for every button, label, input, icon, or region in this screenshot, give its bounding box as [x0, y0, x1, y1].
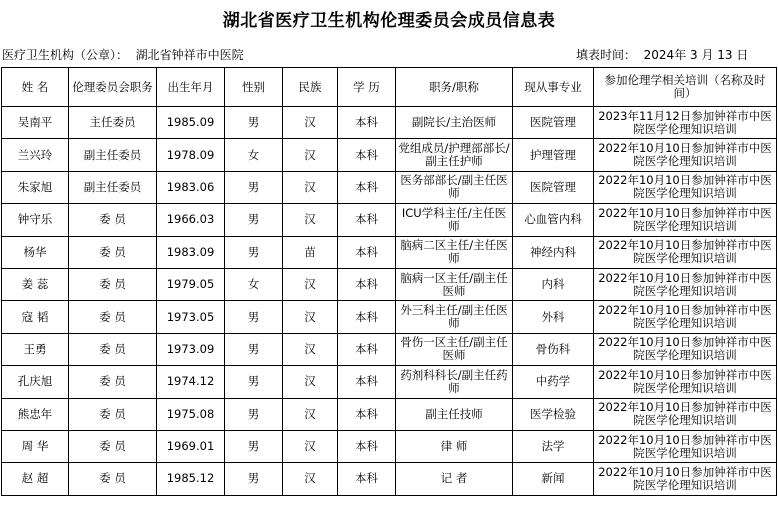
committee-role-cell: 副主任委员	[69, 171, 157, 203]
header-duty-title: 职务/职称	[396, 68, 513, 107]
ethnicity-cell: 汉	[283, 398, 338, 430]
education-cell: 本科	[338, 301, 396, 333]
duty-title-cell: 脑病一区主任/副主任医师	[396, 268, 513, 300]
committee-role-cell: 副主任委员	[69, 139, 157, 171]
duty-title-cell: 骨伤一区主任/副主任医师	[396, 333, 513, 365]
ethnicity-cell: 汉	[283, 430, 338, 462]
table-row	[2, 171, 777, 203]
gender-cell: 男	[225, 204, 283, 236]
header-name: 姓 名	[2, 68, 69, 107]
duty-title-cell: 外三科主任/副主任医师	[396, 301, 513, 333]
member-name-cell: 孔庆旭	[2, 366, 69, 398]
member-name-cell: 吴南平	[2, 107, 69, 139]
member-name-cell: 钟守乐	[2, 204, 69, 236]
committee-role-cell: 委 员	[69, 398, 157, 430]
member-name-cell: 寇 韬	[2, 301, 69, 333]
committee-role-cell: 委 员	[69, 268, 157, 300]
specialty-cell: 神经内科	[513, 236, 594, 268]
gender-cell: 男	[225, 171, 283, 203]
committee-role-cell: 主任委员	[69, 107, 157, 139]
gender-cell: 男	[225, 366, 283, 398]
committee-role-cell: 委 员	[69, 204, 157, 236]
duty-title-cell: 副院长/主治医师	[396, 107, 513, 139]
committee-role-cell: 委 员	[69, 463, 157, 495]
training-cell: 2022年10月10日参加钟祥市中医院医学伦理知识培训	[594, 139, 777, 171]
duty-title-cell: 律 师	[396, 430, 513, 462]
gender-cell: 男	[225, 107, 283, 139]
institution-line	[2, 46, 244, 63]
birth-date-cell: 1985.09	[157, 107, 225, 139]
education-cell: 本科	[338, 236, 396, 268]
gender-cell: 男	[225, 430, 283, 462]
table-row	[2, 430, 777, 462]
committee-role-cell: 委 员	[69, 236, 157, 268]
education-cell: 本科	[338, 398, 396, 430]
member-table	[1, 67, 777, 496]
specialty-cell: 新闻	[513, 463, 594, 495]
date-line	[576, 46, 748, 63]
committee-role-cell: 委 员	[69, 366, 157, 398]
specialty-cell: 医院管理	[513, 107, 594, 139]
specialty-cell: 内科	[513, 268, 594, 300]
ethnicity-cell: 汉	[283, 139, 338, 171]
education-cell: 本科	[338, 268, 396, 300]
specialty-cell: 护理管理	[513, 139, 594, 171]
duty-title-cell: 党组成员/护理部部长/副主任护师	[396, 139, 513, 171]
table-row	[2, 204, 777, 236]
header-gender: 性别	[225, 68, 283, 107]
education-cell: 本科	[338, 107, 396, 139]
table-row	[2, 398, 777, 430]
ethnicity-cell: 汉	[283, 107, 338, 139]
education-cell: 本科	[338, 366, 396, 398]
birth-date-cell: 1985.12	[157, 463, 225, 495]
header-education: 学 历	[338, 68, 396, 107]
ethnicity-cell: 汉	[283, 268, 338, 300]
specialty-cell: 心血管内科	[513, 204, 594, 236]
table-row	[2, 268, 777, 300]
education-cell: 本科	[338, 430, 396, 462]
header-committee-role: 伦理委员会职务	[69, 68, 157, 107]
table-row	[2, 301, 777, 333]
duty-title-cell: 医务部部长/副主任医师	[396, 171, 513, 203]
specialty-cell: 医学检验	[513, 398, 594, 430]
training-cell: 2022年10月10日参加钟祥市中医院医学伦理知识培训	[594, 333, 777, 365]
member-name-cell: 王勇	[2, 333, 69, 365]
member-name-cell: 周 华	[2, 430, 69, 462]
gender-cell: 男	[225, 301, 283, 333]
training-cell: 2022年10月10日参加钟祥市中医院医学伦理知识培训	[594, 236, 777, 268]
specialty-cell: 中药学	[513, 366, 594, 398]
birth-date-cell: 1983.06	[157, 171, 225, 203]
date-value: 2024年 3 月 13 日	[643, 48, 749, 62]
specialty-cell: 法学	[513, 430, 594, 462]
table-row	[2, 333, 777, 365]
duty-title-cell: ICU学科主任/主任医师	[396, 204, 513, 236]
birth-date-cell: 1966.03	[157, 204, 225, 236]
education-cell: 本科	[338, 333, 396, 365]
training-cell: 2022年10月10日参加钟祥市中医院医学伦理知识培训	[594, 268, 777, 300]
institution-label: 医疗卫生机构（公章）：	[2, 48, 129, 62]
table-row	[2, 107, 777, 139]
birth-date-cell: 1969.01	[157, 430, 225, 462]
duty-title-cell: 脑病二区主任/主任医师	[396, 236, 513, 268]
specialty-cell: 外科	[513, 301, 594, 333]
birth-date-cell: 1978.09	[157, 139, 225, 171]
ethnicity-cell: 苗	[283, 236, 338, 268]
birth-date-cell: 1975.08	[157, 398, 225, 430]
ethnicity-cell: 汉	[283, 366, 338, 398]
education-cell: 本科	[338, 463, 396, 495]
committee-role-cell: 委 员	[69, 333, 157, 365]
gender-cell: 男	[225, 398, 283, 430]
training-cell: 2022年10月10日参加钟祥市中医院医学伦理知识培训	[594, 463, 777, 495]
date-label: 填表时间：	[576, 48, 637, 62]
table-row	[2, 463, 777, 495]
ethnicity-cell: 汉	[283, 204, 338, 236]
education-cell: 本科	[338, 171, 396, 203]
duty-title-cell: 药剂科科长/副主任药师	[396, 366, 513, 398]
gender-cell: 女	[225, 139, 283, 171]
birth-date-cell: 1974.12	[157, 366, 225, 398]
header-ethnicity: 民族	[283, 68, 338, 107]
member-name-cell: 朱家旭	[2, 171, 69, 203]
training-cell: 2022年10月10日参加钟祥市中医院医学伦理知识培训	[594, 301, 777, 333]
member-name-cell: 姜 蕊	[2, 268, 69, 300]
birth-date-cell: 1983.09	[157, 236, 225, 268]
training-cell: 2022年10月10日参加钟祥市中医院医学伦理知识培训	[594, 398, 777, 430]
header-training: 参加伦理学相关培训（名称及时间）	[594, 68, 777, 107]
gender-cell: 男	[225, 463, 283, 495]
ethnicity-cell: 汉	[283, 463, 338, 495]
birth-date-cell: 1973.09	[157, 333, 225, 365]
ethnicity-cell: 汉	[283, 171, 338, 203]
training-cell: 2023年11月12日参加钟祥市中医院医学伦理知识培训	[594, 107, 777, 139]
training-cell: 2022年10月10日参加钟祥市中医院医学伦理知识培训	[594, 430, 777, 462]
table-row	[2, 139, 777, 171]
birth-date-cell: 1973.05	[157, 301, 225, 333]
member-name-cell: 熊忠年	[2, 398, 69, 430]
birth-date-cell: 1979.05	[157, 268, 225, 300]
education-cell: 本科	[338, 139, 396, 171]
gender-cell: 男	[225, 236, 283, 268]
member-name-cell: 赵 超	[2, 463, 69, 495]
training-cell: 2022年10月10日参加钟祥市中医院医学伦理知识培训	[594, 366, 777, 398]
training-cell: 2022年10月10日参加钟祥市中医院医学伦理知识培训	[594, 171, 777, 203]
education-cell: 本科	[338, 204, 396, 236]
ethnicity-cell: 汉	[283, 301, 338, 333]
specialty-cell: 医院管理	[513, 171, 594, 203]
member-name-cell: 兰兴玲	[2, 139, 69, 171]
institution-name: 湖北省钟祥市中医院	[135, 48, 244, 62]
gender-cell: 男	[225, 333, 283, 365]
training-cell: 2022年10月10日参加钟祥市中医院医学伦理知识培训	[594, 204, 777, 236]
header-row	[2, 68, 777, 107]
ethnicity-cell: 汉	[283, 333, 338, 365]
member-name-cell: 杨华	[2, 236, 69, 268]
duty-title-cell: 记 者	[396, 463, 513, 495]
duty-title-cell: 副主任技师	[396, 398, 513, 430]
committee-role-cell: 委 员	[69, 430, 157, 462]
gender-cell: 女	[225, 268, 283, 300]
table-row	[2, 366, 777, 398]
table-row	[2, 236, 777, 268]
specialty-cell: 骨伤科	[513, 333, 594, 365]
header-specialty: 现从事专业	[513, 68, 594, 107]
document-title: 湖北省医疗卫生机构伦理委员会成员信息表	[222, 11, 556, 31]
header-birth: 出生年月	[157, 68, 225, 107]
committee-role-cell: 委 员	[69, 301, 157, 333]
